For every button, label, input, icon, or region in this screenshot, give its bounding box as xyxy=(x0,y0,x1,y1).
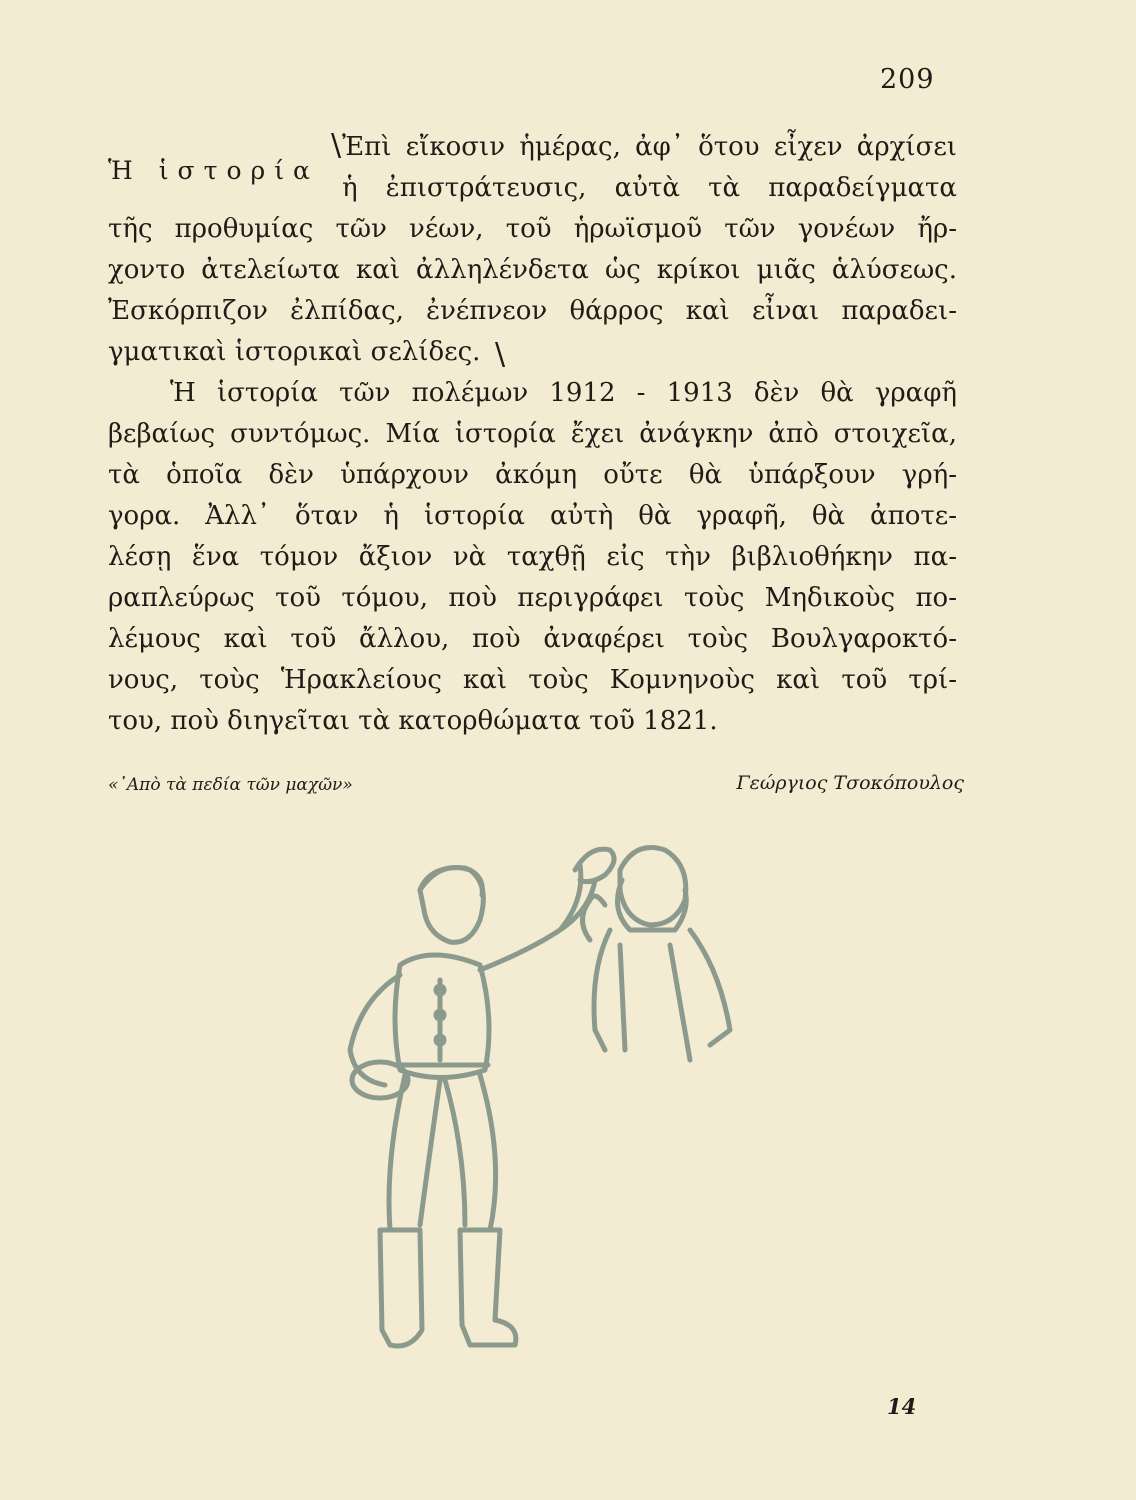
signature-mark: 14 xyxy=(887,1394,917,1419)
paragraph2-line: λέσῃ ἕνα τόμον ἄξιον νὰ ταχθῇ εἰς τὴν βιβλιοθήκην πα- xyxy=(108,542,957,572)
paragraph2-line: τὰ ὁποῖα δὲν ὑπάρχουν ἀκόμη οὔτε θὰ ὑπάρξουν γρή- xyxy=(108,460,957,490)
paragraph1-line: Ἐπὶ εἴκοσιν ἡμέρας, ἀφ᾽ ὅτου εἶχεν ἀρχίσει xyxy=(342,132,957,162)
woman-head xyxy=(620,848,686,926)
woman-body xyxy=(594,930,730,1060)
paragraph2-line: λέμους καὶ τοῦ ἄλλου, ποὺ ἀναφέρει τοὺς Βουλγαροκτό- xyxy=(108,624,957,654)
page-number: 209 xyxy=(880,64,935,95)
paragraph2-line: του, ποὺ διηγεῖται τὰ κατορθώματα τοῦ 1821. xyxy=(108,706,718,736)
close-mark: \ xyxy=(495,337,506,372)
paragraph2-line: βεβαίως συντόμως. Μία ἱστορία ἔχει ἀνάγκην ἀπὸ στοιχεῖα, xyxy=(108,419,957,449)
author-caption: Γεώργιος Τσοκόπουλος xyxy=(736,772,964,794)
soldier-legs xyxy=(389,1075,496,1230)
paragraph1-line: τῆς προθυμίας τῶν νέων, τοῦ ἡρωϊσμοῦ τῶν γονέων ἤρ- xyxy=(108,214,957,244)
paragraph1-line: χοντο ἀτελείωτα καὶ ἀλληλένδετα ὡς κρίκοι μιᾶς ἁλύσεως. xyxy=(108,255,957,285)
soldier-left-boot xyxy=(380,1230,422,1346)
soldier-right-boot xyxy=(460,1230,516,1345)
source-caption: «᾽Απὸ τὰ πεδία τῶν μαχῶν» xyxy=(108,775,353,795)
paragraph1-line: γματικαὶ ἱστορικαὶ σελίδες. xyxy=(108,337,481,367)
soldier-illustration xyxy=(290,830,760,1430)
paragraph1-line: ἡ ἐπιστράτευσις, αὐτὰ τὰ παραδείγματα xyxy=(342,173,957,203)
paragraph2-line: νους, τοὺς Ἡρακλείους καὶ τοὺς Κομνηνοὺς καὶ τοῦ τρί- xyxy=(108,665,957,695)
open-mark: \ xyxy=(331,128,342,163)
paragraph2-line: γορα. Ἀλλ᾽ ὅταν ἡ ἱστορία αὐτὴ θὰ γραφῆ, θὰ ἀποτε- xyxy=(108,501,957,531)
paragraph1-line: Ἐσκόρπιζον ἐλπίδας, ἐνέπνεον θάρρος καὶ εἶναι παραδει- xyxy=(108,296,957,326)
side-title: Ἡ ἱστορία xyxy=(108,156,319,185)
paragraph2-line: Ἡ ἱστορία τῶν πολέμων 1912 - 1913 δὲν θὰ γραφῆ xyxy=(170,378,957,408)
paragraph2-line: ραπλεύρως τοῦ τόμου, ποὺ περιγράφει τοὺς Μηδικοὺς πο- xyxy=(108,583,957,613)
